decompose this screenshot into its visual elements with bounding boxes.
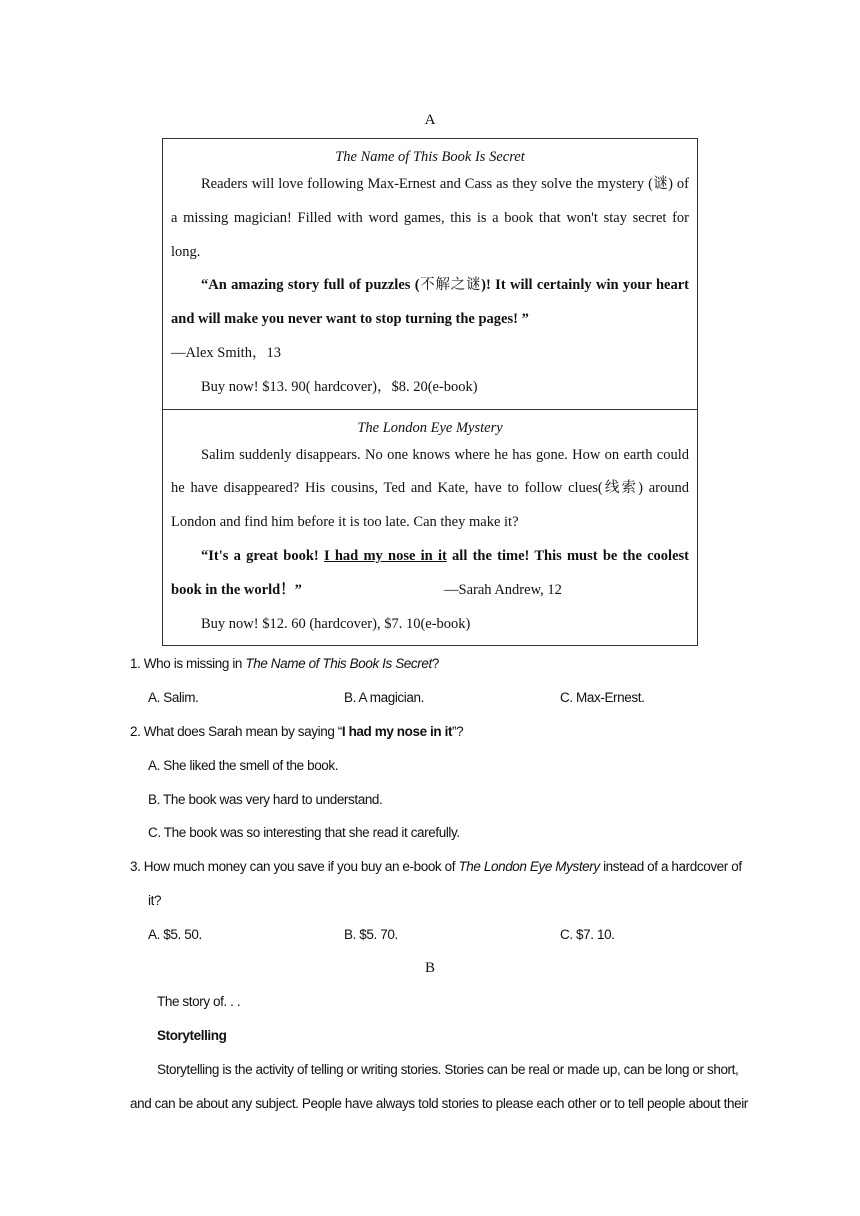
option-3a: A. $5. 50. [148, 927, 202, 942]
reviewer: —Alex Smith，13 [171, 344, 281, 361]
question-quote: I had my nose in it [341, 724, 453, 739]
option-2a: A. She liked the smell of the book. [148, 758, 339, 773]
buy-line: Buy now! $13. 90( hardcover)，$8. 20(e-book) [201, 378, 478, 395]
book-description: Salim suddenly disappears. No one knows where he has gone. How on earth could he have disappeared? His cousins, Ted and Kate, have to follow clues(线索) around London and find him before it is too late. Can they make it? [171, 446, 689, 531]
book-description: Readers will love following Max-Ernest and Cass as they solve the mystery (谜) of a missing magician! Filled with word games, this is a book that won't stay secret for long. [171, 176, 689, 260]
book-card-2 [163, 409, 698, 646]
book-review [171, 269, 689, 337]
story-heading: Storytelling [157, 1028, 227, 1043]
question-1 [130, 656, 439, 671]
review-text-2: )! It will certainly win your heart and will make you never want to stop turning the pages! ” [171, 277, 689, 328]
option-3c: C. $7. 10. [560, 927, 615, 942]
question-book-title: The London Eye Mystery [458, 859, 600, 874]
review-chinese: 不解之谜 [419, 277, 482, 294]
section-b-label: B [424, 960, 435, 976]
review-text-2: all the time! This must be the coolest book in the world！” [171, 547, 689, 598]
option-2c: C. The book was so interesting that she read it carefully. [148, 825, 460, 840]
question-2 [130, 724, 463, 739]
book-title: The London Eye Mystery [357, 419, 503, 436]
buy-line: Buy now! $12. 60 (hardcover), $7. 10(e-book) [201, 615, 471, 632]
review-text: “It's a great book! [201, 547, 324, 564]
book-title: The Name of This Book Is Secret [335, 149, 525, 165]
book-card-1 [163, 139, 698, 410]
option-1b: B. A magician. [344, 690, 424, 705]
option-3b: B. $5. 70. [344, 927, 398, 942]
review-text: “An amazing story full of puzzles ( [201, 277, 420, 294]
question-3-continued: it? [148, 893, 162, 908]
question-stem: 2. What does Sarah mean by saying “ [130, 724, 342, 739]
question-stem: 1. Who is missing in [130, 656, 246, 671]
question-stem: 3. How much money can you save if you buy an e-book of [130, 859, 459, 874]
question-book-title: The Name of This Book Is Secret [245, 656, 432, 671]
story-intro: The story of. . . [157, 994, 241, 1009]
option-2b: B. The book was very hard to understand. [148, 792, 383, 807]
question-stem-end: ? [431, 656, 439, 671]
book-review [171, 540, 689, 608]
question-stem-end: instead of a hardcover of [599, 859, 742, 874]
story-line-1: Storytelling is the activity of telling or writing stories. Stories can be real or made up, can be long or short, [157, 1062, 739, 1077]
question-stem-end: ”? [452, 724, 464, 739]
reviewer: —Sarah Andrew, 12 [444, 581, 562, 598]
section-a-label: A [424, 112, 436, 128]
question-3 [130, 859, 742, 874]
option-1a: A. Salim. [148, 690, 199, 705]
option-1c: C. Max-Ernest. [560, 690, 645, 705]
book-table [162, 138, 698, 646]
story-line-2: and can be about any subject. People have always told stories to please each other or to tell people about their [130, 1096, 748, 1111]
review-underlined-phrase: I had my nose in it [323, 547, 447, 564]
